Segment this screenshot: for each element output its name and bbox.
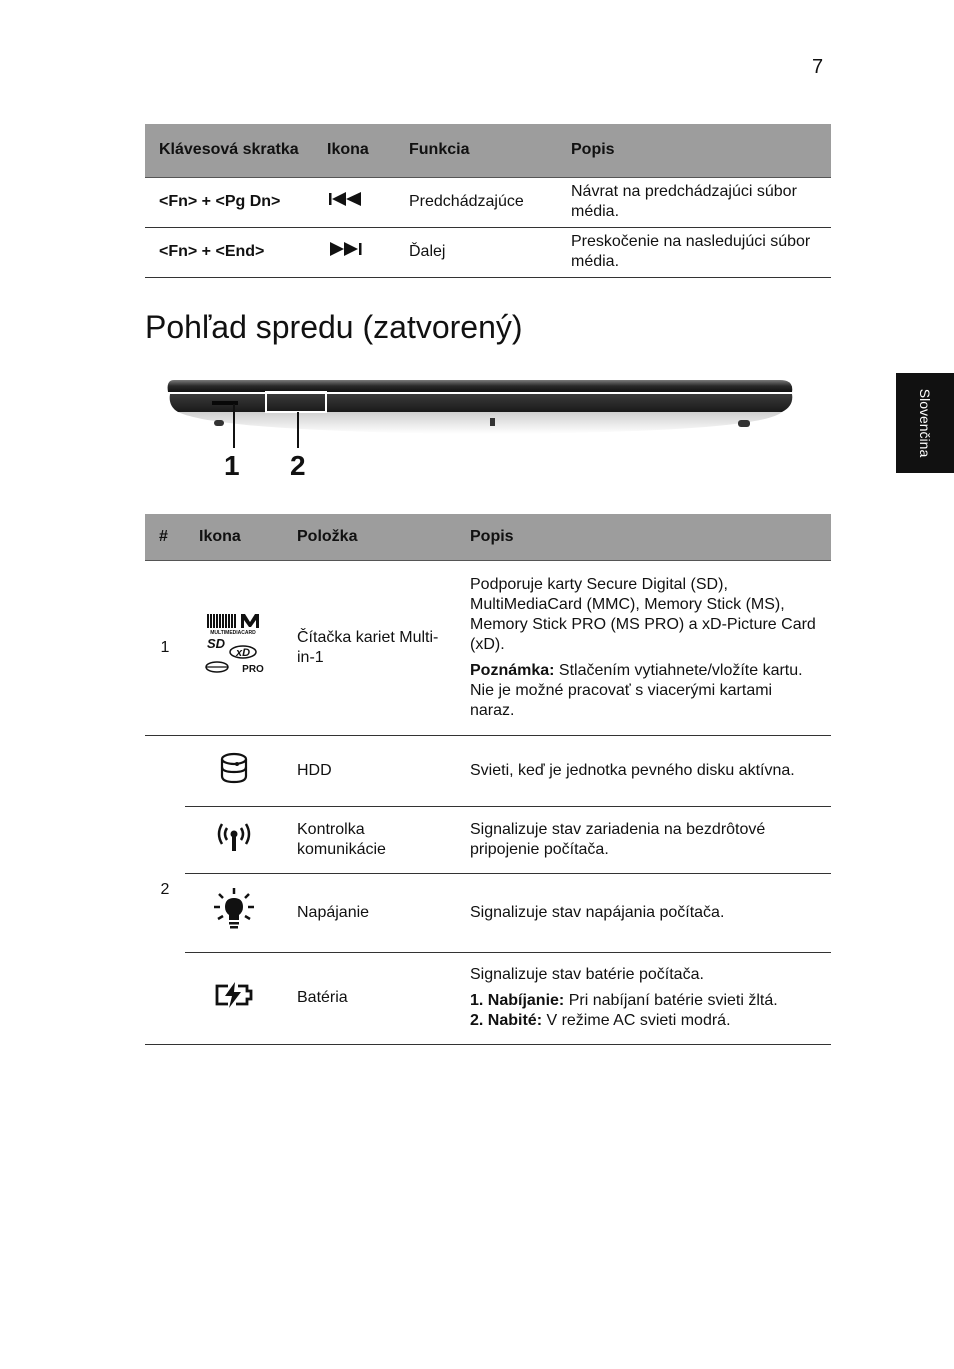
laptop-front-illustration bbox=[160, 370, 800, 450]
status-label: 1. Nabíjanie: bbox=[470, 992, 565, 1009]
pro-logo-text: PRO bbox=[242, 663, 264, 675]
note bbox=[470, 661, 817, 721]
callout-number: 1 bbox=[224, 450, 240, 481]
table-row bbox=[145, 735, 831, 806]
previous-track-icon bbox=[327, 191, 367, 207]
shortcut-table bbox=[145, 124, 831, 278]
table-row bbox=[145, 560, 831, 735]
status-text: V režime AC svieti modrá. bbox=[542, 1012, 731, 1029]
mmc-logo-text: MULTIMEDIACARD bbox=[210, 629, 256, 636]
item-description bbox=[456, 560, 831, 735]
sd-logo-text: SD bbox=[207, 635, 226, 651]
power-light-icon bbox=[212, 886, 256, 934]
icon-cell bbox=[313, 177, 395, 227]
item-name: Batéria bbox=[283, 952, 456, 1044]
header-icon: Ikona bbox=[185, 514, 283, 560]
item-name: Napájanie bbox=[283, 873, 456, 952]
shortcut-cell: <Fn> + <End> bbox=[145, 227, 313, 277]
table-row bbox=[145, 952, 831, 1044]
next-track-icon bbox=[327, 241, 367, 257]
battery-status-list bbox=[470, 991, 817, 1031]
icon-cell bbox=[185, 560, 283, 735]
header-description: Popis bbox=[557, 124, 831, 177]
header-shortcut: Klávesová skratka bbox=[145, 124, 313, 177]
wireless-icon bbox=[214, 820, 254, 854]
table-row bbox=[145, 806, 831, 873]
item-number: 2 bbox=[145, 735, 185, 1044]
table-row bbox=[145, 227, 831, 277]
icon-cell bbox=[185, 735, 283, 806]
hdd-icon bbox=[217, 751, 251, 785]
table-row bbox=[145, 873, 831, 952]
item-number: 1 bbox=[145, 560, 185, 735]
item-description: Signalizuje stav zariadenia na bezdrôtové pripojenie počítača. bbox=[456, 806, 831, 873]
xd-logo-text: xD bbox=[235, 646, 251, 659]
icon-cell bbox=[185, 873, 283, 952]
status-label: 2. Nabité: bbox=[470, 1012, 543, 1029]
language-tab-label: Slovenčina bbox=[917, 388, 933, 458]
description-text: Signalizuje stav batérie počítača. bbox=[470, 966, 704, 983]
icon-cell bbox=[185, 952, 283, 1044]
callout-number: 2 bbox=[290, 450, 306, 481]
icon-cell bbox=[313, 227, 395, 277]
table-row bbox=[145, 177, 831, 227]
item-name: Kontrolka komunikácie bbox=[283, 806, 456, 873]
header-icon: Ikona bbox=[313, 124, 395, 177]
battery-icon bbox=[214, 980, 254, 1010]
item-description: Signalizuje stav napájania počítača. bbox=[456, 873, 831, 952]
note-label: Poznámka: bbox=[470, 661, 555, 679]
shortcut-table-header bbox=[145, 124, 831, 177]
item-name: Čítačka kariet Multi-in-1 bbox=[283, 560, 456, 735]
function-cell: Ďalej bbox=[395, 227, 557, 277]
description-text: Podporuje karty Secure Digital (SD), MultiMediaCard (MMC), Memory Stick (MS), Memory Stick PRO (MS PRO) a xD-Picture Card (xD). bbox=[470, 575, 816, 653]
language-tab bbox=[896, 373, 954, 473]
header-function: Funkcia bbox=[395, 124, 557, 177]
multi-card-reader-icon bbox=[199, 610, 269, 680]
item-name: HDD bbox=[283, 735, 456, 806]
items-table bbox=[145, 514, 831, 1045]
page-number: 7 bbox=[812, 56, 824, 78]
description-cell: Návrat na predchádzajúci súbor média. bbox=[557, 177, 831, 227]
status-text: Pri nabíjaní batérie svieti žltá. bbox=[564, 992, 778, 1009]
description-cell: Preskočenie na nasledujúci súbor média. bbox=[557, 227, 831, 277]
shortcut-cell: <Fn> + <Pg Dn> bbox=[145, 177, 313, 227]
header-item: Položka bbox=[283, 514, 456, 560]
item-description bbox=[456, 952, 831, 1044]
function-cell: Predchádzajúce bbox=[395, 177, 557, 227]
header-number: # bbox=[145, 514, 185, 560]
icon-cell bbox=[185, 806, 283, 873]
note-text: Stlačením vytiahnete/vložíte kartu. Nie je možné pracovať s viacerými kartami naraz. bbox=[470, 661, 803, 719]
items-table-header bbox=[145, 514, 831, 560]
header-description: Popis bbox=[456, 514, 831, 560]
item-description: Svieti, keď je jednotka pevného disku aktívna. bbox=[456, 735, 831, 806]
section-title: Pohľad spredu (zatvorený) bbox=[145, 309, 523, 345]
